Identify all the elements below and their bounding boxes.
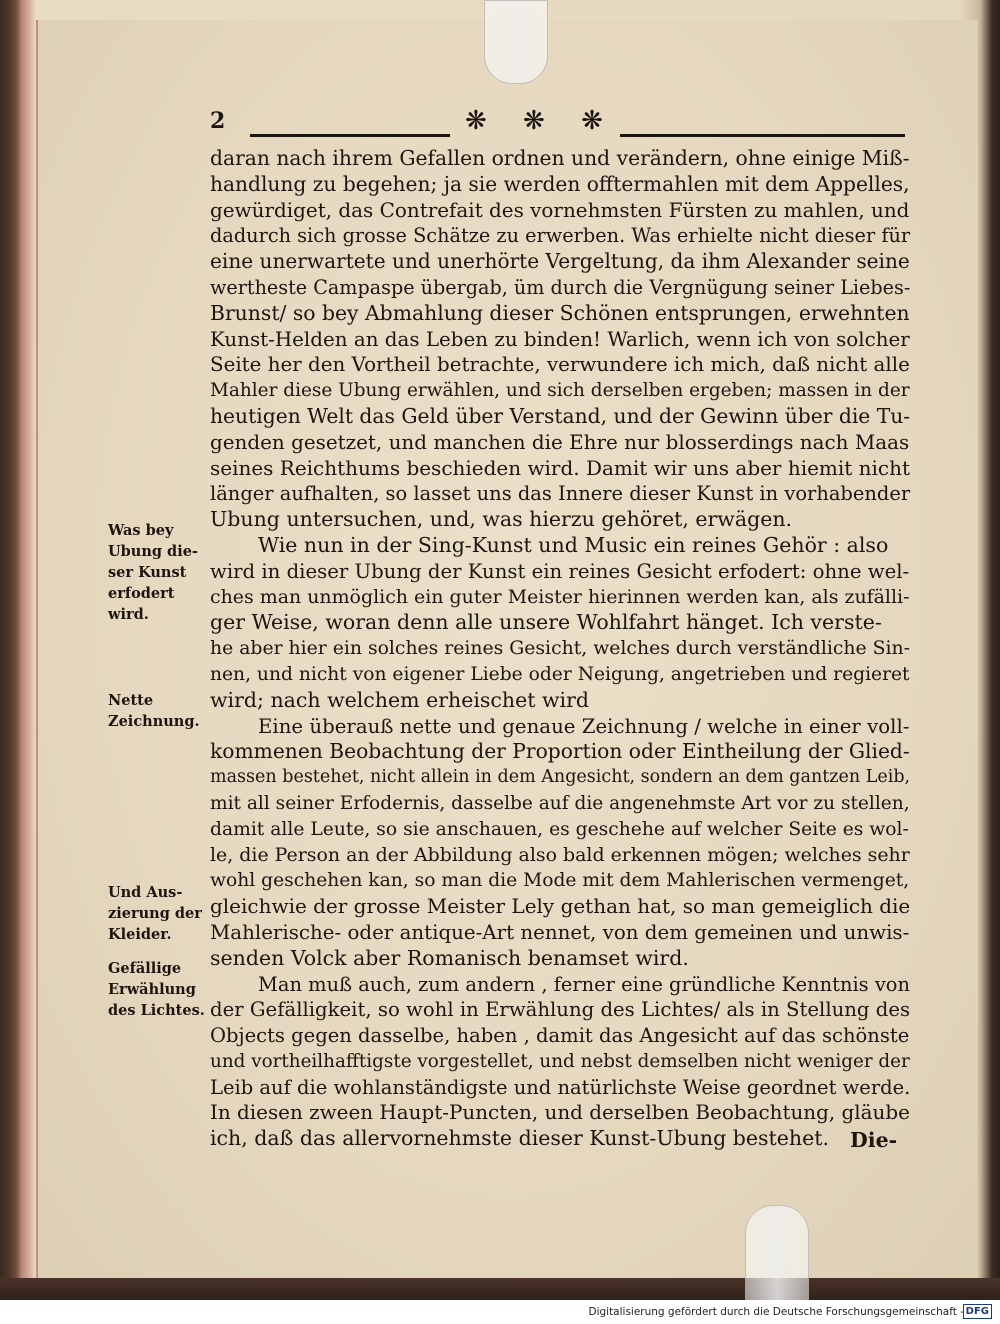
text-line: he aber hier ein solches reines Gesicht, welches durch verständliche Sin-	[210, 638, 910, 660]
footer-bar	[0, 1300, 1000, 1324]
text-line: seines Reichthums beschieden wird. Damit wir uns aber hiemit nicht	[210, 455, 911, 480]
margin-note	[108, 520, 208, 625]
margin-note-line: Nette	[108, 692, 154, 709]
text-line: Eine überauß nette und genaue Zeichnung / welche in einer voll-	[258, 714, 910, 738]
text-line: und vortheilhafftigste vorgestellet, und nebst demselben nicht weniger der	[210, 1050, 910, 1072]
margin-note	[108, 958, 208, 1021]
text-line: Seite her den Vortheil betrachte, verwundere ich mich, daß nicht alle	[210, 353, 910, 377]
margin-note-line: Erwählung	[108, 981, 196, 998]
page-header	[210, 108, 905, 138]
text-line: senden Volck aber Romanisch benamset wird.	[210, 945, 689, 970]
header-rule-right	[620, 134, 905, 137]
text-line: gewürdiget, das Contrefait des vornehmsten Fürsten zu mahlen, und	[210, 197, 910, 222]
text-line: Brunst/ so bey Abmahlung dieser Schönen entsprungen, erwehnten	[210, 300, 910, 325]
text-line: genden gesetzet, und manchen die Ehre nur blosserdings nach Maas	[210, 430, 910, 454]
text-line: Mahlerische- oder antique-Art nennet, von dem gemeinen und unwis-	[210, 920, 910, 944]
margin-note-line: zierung der	[108, 905, 202, 922]
text-line: wird; nach welchem erheischet wird	[210, 687, 590, 712]
margin-note-line: Was bey	[108, 522, 174, 539]
margin-note-line: des Lichtes.	[108, 1002, 205, 1019]
text-line: der Gefälligkeit, so wohl in Erwählung des Lichtes/ als in Stellung des	[210, 998, 911, 1022]
margin-note-line: Ubung die-	[108, 543, 198, 560]
header-rule-left	[250, 134, 450, 137]
text-line: gleichwie der grosse Meister Lely gethan hat, so man gemeiglich die	[210, 894, 911, 919]
text-line: heutigen Welt das Geld über Verstand, und der Gewinn über die Tu-	[210, 403, 911, 428]
text-line: eine unerwartete und unerhörte Vergeltung, da ihm Alexander seine	[210, 249, 910, 274]
margin-note-line: Zeichnung.	[108, 713, 200, 730]
text-line: daran nach ihrem Gefallen ordnen und verändern, ohne einige Miß-	[210, 146, 910, 170]
margin-note-line: Gefällige	[108, 960, 182, 977]
text-line: Man muß auch, zum andern , ferner eine gründliche Kenntnis von	[258, 972, 910, 996]
page-clip-bottom	[745, 1205, 809, 1302]
text-line: Kunst-Helden an das Leben zu binden! Warlich, wenn ich von solcher	[210, 327, 910, 351]
text-line: kommenen Beobachtung der Proportion oder Eintheilung der Glied-	[210, 739, 910, 764]
text-line: Leib auf die wohlanständigste und natürlichste Weise geordnet werde.	[210, 1075, 911, 1099]
text-line: dadurch sich grosse Schätze zu erwerben. Was erhielte nicht dieser für	[210, 224, 911, 248]
catchword: Die-	[850, 1128, 898, 1152]
margin-note	[108, 882, 208, 945]
text-line: ches man unmöglich ein guter Meister hierinnen werden kan, als zufälli-	[210, 585, 910, 608]
header-ornament: ❋ ❋ ❋	[465, 106, 617, 136]
margin-note-line: wird.	[108, 606, 149, 623]
text-line: damit alle Leute, so sie anschauen, es geschehe auf welcher Seite es wol-	[210, 818, 909, 840]
text-line: wird in dieser Ubung der Kunst ein reines Gesicht erfodert: ohne wel-	[210, 559, 910, 583]
text-line: massen bestehet, nicht allein in dem Angesicht, sondern an dem gantzen Leib,	[210, 767, 911, 788]
margin-note-line: Und Aus-	[108, 884, 183, 901]
text-line: Objects gegen dasselbe, haben , damit das Angesicht auf das schönste	[210, 1024, 910, 1048]
margin-note-line: Kleider.	[108, 926, 172, 943]
text-line: Mahler diese Ubung erwählen, und sich derselben ergeben; massen in der	[210, 380, 910, 402]
text-line: Ubung untersuchen, und, was hierzu gehöret, erwägen.	[210, 507, 793, 532]
funding-credit: Digitalisierung gefördert durch die Deutsche Forschungsgemeinschaft -	[588, 1306, 964, 1318]
text-line: wohl geschehen kan, so man die Mode mit dem Mahlerischen vermenget,	[210, 870, 910, 892]
margin-note-line: erfodert	[108, 585, 175, 602]
book-bottom-edge	[0, 1278, 1000, 1300]
text-line: ger Weise, woran denn alle unsere Wohlfahrt hänget. Ich verste-	[210, 610, 882, 635]
text-line: In diesen zween Haupt-Puncten, und derselben Beobachtung, gläube	[210, 1101, 910, 1125]
text-line: nen, und nicht von eigener Liebe oder Neigung, angetrieben und regieret	[210, 663, 910, 685]
text-line: le, die Person an der Abbildung also bald erkennen mögen; welches sehr	[210, 843, 910, 866]
page-number: 2	[210, 108, 226, 134]
body-text	[210, 146, 910, 1152]
text-line: ich, daß das allervornehmste dieser Kunst-Ubung bestehet.	[210, 1126, 829, 1151]
margin-note-line: ser Kunst	[108, 564, 187, 581]
text-line: handlung zu begehen; ja sie werden offtermahlen mit dem Appelles,	[210, 171, 910, 196]
dfg-logo: DFG	[963, 1304, 992, 1319]
text-line: wertheste Campaspe übergab, üm durch die Vergnügung seiner Liebes-	[210, 275, 911, 299]
margin-note	[108, 690, 208, 732]
text-line: mit all seiner Erfodernis, dasselbe auf die angenehmste Art vor zu stellen,	[210, 792, 910, 814]
text-line: länger aufhalten, so lasset uns das Innere dieser Kunst in vorhabender	[210, 482, 911, 506]
page-clip-top	[484, 0, 548, 84]
text-line: Wie nun in der Sing-Kunst und Music ein reines Gehör : also	[258, 532, 889, 557]
